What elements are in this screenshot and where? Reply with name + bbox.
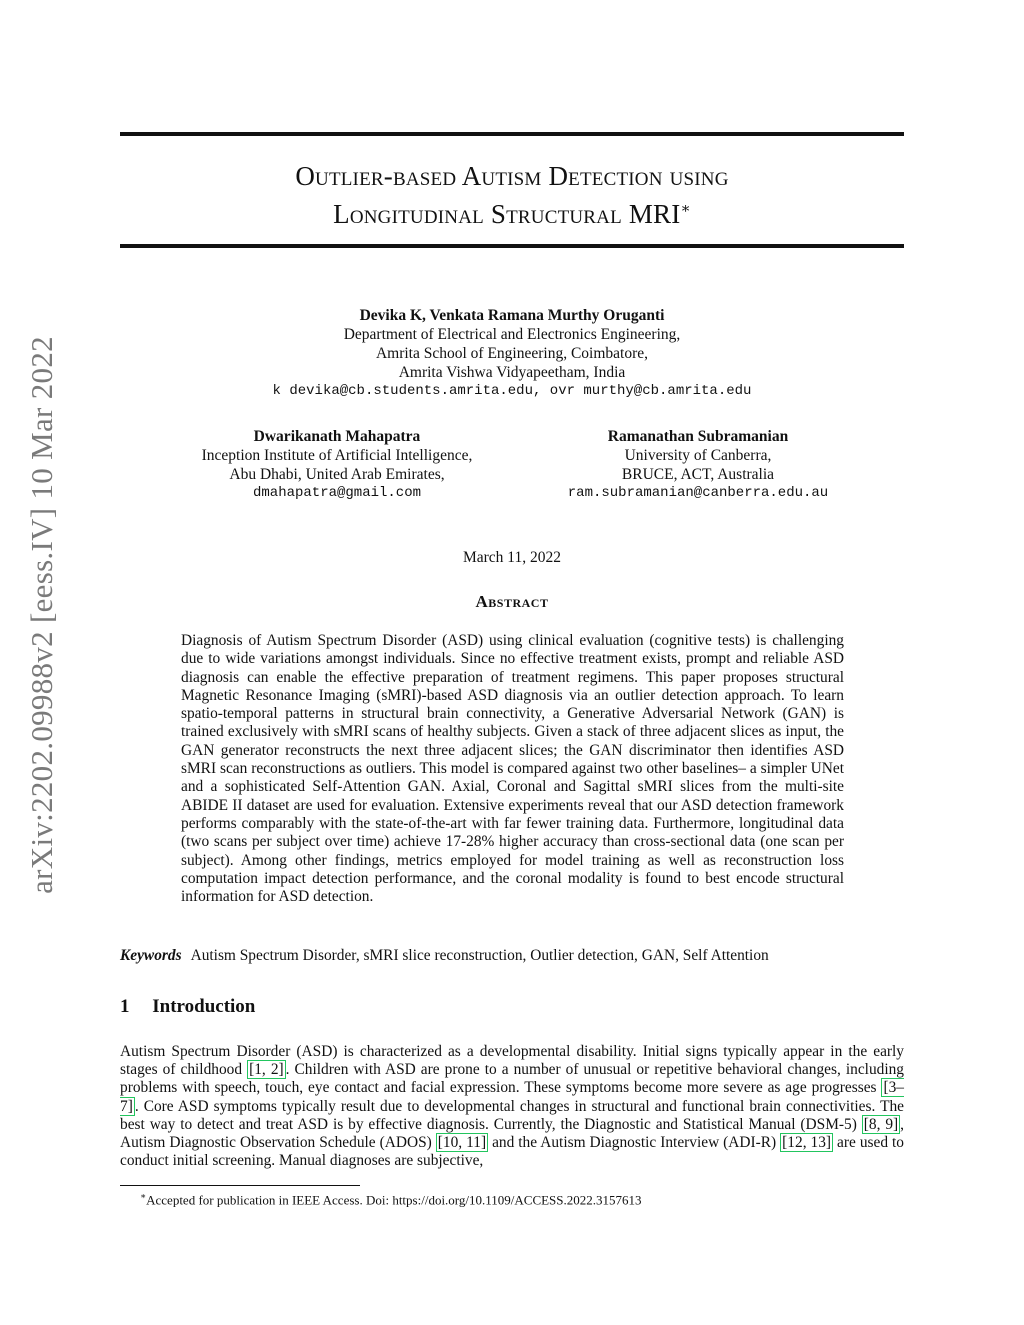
citation-link[interactable]: [1, 2] [249, 1061, 284, 1079]
publication-date: March 11, 2022 [462, 549, 561, 566]
section-heading-introduction [120, 996, 255, 1018]
footnote [140, 1191, 642, 1208]
citation-link[interactable]: [12, 13] [782, 1134, 832, 1152]
intro-text-5: and the Autism Diagnostic Interview (ADI-R) [488, 1134, 781, 1152]
author-block-main [120, 306, 904, 401]
intro-text-2: . Children with ASD are prone to a number of unusual or repetitive behavioral changes, including problems with speech, touch, eye contact and facial expression. These symptoms become more severe as age progresses [120, 1061, 904, 1097]
author-names: Devika K, Venkata Ramana Murthy Oruganti [359, 307, 665, 324]
citation-link[interactable]: [10, 11] [437, 1134, 487, 1152]
citation-link[interactable]: [8, 9] [863, 1115, 899, 1133]
introduction-paragraph [120, 1043, 904, 1170]
author-affiliation: Inception Institute of Artificial Intelligence, [201, 447, 473, 464]
arxiv-identifier: arXiv:2202.09988v2 [eess.IV] 10 Mar 2022 [24, 336, 59, 894]
abstract-heading: Abstract [475, 592, 549, 611]
footnote-rule [120, 1185, 360, 1186]
intro-text-4: , Autism Diagnostic Observation Schedule (ADOS) [120, 1115, 904, 1152]
abstract-body: Diagnosis of Autism Spectrum Disorder (ASD) using clinical evaluation (cognitive tests) is challenging due to wide variations amongst individuals. Since no effective treatment exists, prompt and reliable ASD diagnosis can enable the effective preparation of treatment regimens. This paper proposes structural Magnetic Resonance Imaging (sMRI)-based ASD diagnosis via an outlier detection approach. To learn spatio-temporal patterns in structural brain connectivity, a Generative Adversarial Network (GAN) is trained exclusively with sMRI scans of healthy subjects. Given a stack of three adjacent slices as input, the GAN generator reconstructs the next three adjacent slices; the GAN discriminator then identifies ASD sMRI scan reconstructions as outliers. This model is compared against two other baselines– a simpler UNet and a sophisticated Self-Attention GAN. Axial, Coronal and Sagittal sMRI slices from the multi-site ABIDE II dataset are used for evaluation. Extensive experiments reveal that our ASD detection framework performs comparably with the state-of-the-art with far fewer training data. Furthermore, longitudinal data (two scans per subject over time) achieve 17-28% higher accuracy than cross-sectional data (one scan per subject). Among other findings, metrics employed for model training as well as reconstruction loss computation impact detection performance, and the coronal modality is found to best encode structural information for ASD detection. [181, 632, 844, 906]
author-emails: k devika@cb.students.amrita.edu, ovr murthy@cb.amrita.edu [272, 383, 752, 399]
author-block-right [508, 427, 888, 503]
author-affiliation: University of Canberra, [624, 447, 772, 464]
intro-text-6: are used to conduct initial screening. Manual diagnoses are subjective, [120, 1134, 904, 1170]
paper-title [120, 160, 904, 231]
title-rule-top [120, 132, 904, 136]
footnote-mark: ∗ [140, 1191, 147, 1201]
section-number: 1 [120, 996, 130, 1017]
keywords-line [120, 947, 904, 965]
keywords-text: Autism Spectrum Disorder, sMRI slice reconstruction, Outlier detection, GAN, Self Attention [190, 947, 769, 964]
footnote-text: Accepted for publication in IEEE Access. Doi: https://doi.org/10.1109/ACCESS.2022.3157613 [146, 1192, 642, 1208]
author-name: Dwarikanath Mahapatra [253, 428, 421, 445]
author-name: Ramanathan Subramanian [607, 428, 789, 445]
author-block-left [147, 427, 527, 503]
citation-link[interactable]: [3–7] [120, 1079, 904, 1115]
keywords-label: Keywords [120, 947, 182, 964]
title-rule-bottom [120, 244, 904, 248]
title-line-1: Outlier-based Autism Detection using [295, 161, 729, 191]
section-title: Introduction [152, 996, 256, 1017]
title-line-2 [120, 193, 904, 231]
author-dept: Department of Electrical and Electronics Engineering, [343, 326, 681, 343]
author-email: ram.subramanian@canberra.edu.au [567, 485, 829, 501]
author-location: BRUCE, ACT, Australia [621, 466, 775, 483]
title-line-2-text: Longitudinal Structural MRI [333, 199, 681, 229]
intro-text-3: . Core ASD symptoms typically result due to developmental changes in structural and functional brain connectivities. The best way to detect and treat ASD is by effective diagnosis. Currently, the Diagnostic and Statistical Manual (DSM-5) [120, 1097, 904, 1133]
intro-text-1: Autism Spectrum Disorder (ASD) is characterized as a developmental disability. Initial signs typically appear in the early stages of childhood [120, 1043, 904, 1079]
author-email: dmahapatra@gmail.com [252, 485, 422, 501]
author-location: Abu Dhabi, United Arab Emirates, [229, 466, 445, 483]
author-university: Amrita Vishwa Vidyapeetham, India [398, 364, 626, 381]
title-footnote-mark: ∗ [680, 201, 691, 217]
author-school: Amrita School of Engineering, Coimbatore, [375, 345, 649, 362]
